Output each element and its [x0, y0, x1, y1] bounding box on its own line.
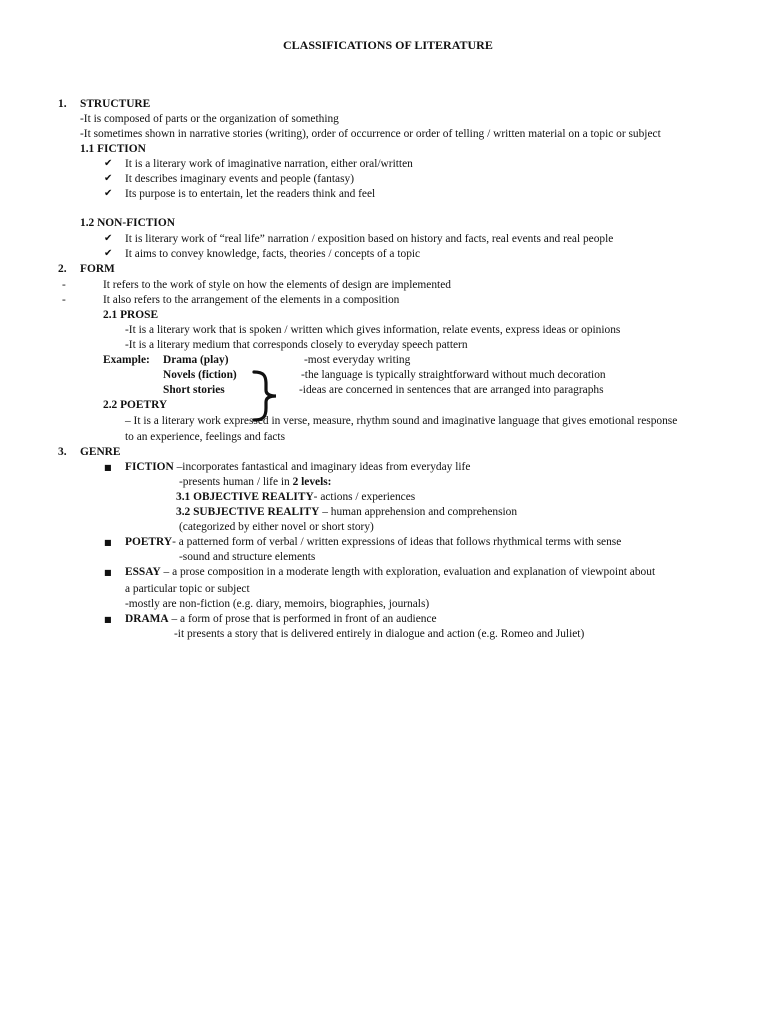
- genre-drama-description: – a form of prose that is performed in front of an audience: [168, 613, 437, 625]
- section-3-number: 3.: [58, 446, 67, 458]
- section-2-heading: FORM: [80, 263, 115, 275]
- dash-bullet: -: [62, 294, 66, 306]
- genre-drama-line: [125, 612, 437, 626]
- nonfiction-item: It aims to convey knowledge, facts, theories / concepts of a topic: [125, 248, 421, 260]
- genre-drama-line-2: -it presents a story that is delivered entirely in dialogue and action (e.g. Romeo and Juliet): [174, 628, 585, 640]
- example-short-stories-description: -ideas are concerned in sentences that are arranged into paragraphs: [299, 384, 604, 396]
- example-label: Example:: [103, 354, 150, 366]
- square-bullet-icon: ■: [104, 538, 112, 547]
- subjective-reality-label: 3.2 SUBJECTIVE REALITY: [176, 506, 320, 518]
- genre-essay-label: ESSAY: [125, 566, 161, 578]
- objective-reality-description: - actions / experiences: [313, 491, 416, 503]
- genre-essay-line: [125, 565, 655, 579]
- genre-fiction-label: FICTION: [125, 461, 174, 473]
- genre-essay-description: – a prose composition in a moderate length with exploration, evaluation and explanation of viewpoint about: [160, 566, 656, 578]
- checkmark-icon: ✔: [104, 188, 113, 199]
- genre-poetry-description: - a patterned form of verbal / written expressions of ideas that follows rhythmical terms with sense: [172, 536, 622, 548]
- square-bullet-icon: ■: [104, 463, 112, 472]
- genre-fiction-levels: [179, 475, 331, 489]
- example-novels-description: -the language is typically straightforward without much decoration: [301, 369, 606, 381]
- poetry-heading: 2.2 POETRY: [103, 399, 168, 411]
- prose-description-2: -It is a literary medium that corresponds closely to everyday speech pattern: [125, 339, 468, 351]
- section-1-number: 1.: [58, 98, 67, 110]
- genre-drama-label: DRAMA: [125, 613, 169, 625]
- section-2-number: 2.: [58, 263, 67, 275]
- objective-reality-label: 3.1 OBJECTIVE REALITY: [176, 491, 314, 503]
- document-title: CLASSIFICATIONS OF LITERATURE: [283, 38, 493, 52]
- genre-fiction-line: [125, 460, 470, 474]
- nonfiction-item: It is literary work of “real life” narration / exposition based on history and facts, real events and real people: [125, 233, 614, 245]
- genre-poetry-label: POETRY: [125, 536, 173, 548]
- fiction-categorized-note: (categorized by either novel or short story): [179, 521, 374, 533]
- fiction-item: Its purpose is to entertain, let the readers think and feel: [125, 188, 376, 200]
- nonfiction-heading: 1.2 NON-FICTION: [80, 217, 175, 229]
- fiction-heading: 1.1 FICTION: [80, 143, 146, 155]
- prose-description-1: -It is a literary work that is spoken / written which gives information, relate events, express ideas or opinions: [125, 324, 621, 336]
- genre-poetry-line: [125, 535, 621, 549]
- form-definition-2: It also refers to the arrangement of the elements in a composition: [103, 294, 400, 306]
- example-drama: Drama (play): [163, 354, 229, 366]
- example-novels: Novels (fiction): [163, 369, 237, 381]
- genre-essay-line-2: a particular topic or subject: [125, 583, 250, 595]
- genre-poetry-line-2: -sound and structure elements: [179, 551, 316, 563]
- structure-definition-1: -It is composed of parts or the organization of something: [80, 113, 339, 125]
- square-bullet-icon: ■: [104, 568, 112, 577]
- section-3-heading: GENRE: [80, 446, 121, 458]
- subjective-reality-line: [176, 505, 517, 519]
- genre-fiction-description: –incorporates fantastical and imaginary ideas from everyday life: [173, 461, 471, 473]
- levels-intro: -presents human / life in: [179, 476, 293, 488]
- example-drama-description: -most everyday writing: [304, 354, 411, 366]
- checkmark-icon: ✔: [104, 248, 113, 259]
- checkmark-icon: ✔: [104, 158, 113, 169]
- poetry-description-1: – It is a literary work expressed in verse, measure, rhythm sound and imaginative language that gives emotional response: [125, 415, 678, 427]
- checkmark-icon: ✔: [104, 173, 113, 184]
- dash-bullet: -: [62, 279, 66, 291]
- prose-heading: 2.1 PROSE: [103, 309, 159, 321]
- square-bullet-icon: ■: [104, 615, 112, 624]
- fiction-item: It describes imaginary events and people (fantasy): [125, 173, 354, 185]
- poetry-description-2: to an experience, feelings and facts: [125, 431, 286, 443]
- fiction-item: It is a literary work of imaginative narration, either oral/written: [125, 158, 413, 170]
- checkmark-icon: ✔: [104, 233, 113, 244]
- genre-essay-line-3: -mostly are non-fiction (e.g. diary, memoirs, biographies, journals): [125, 598, 430, 610]
- objective-reality-line: [176, 490, 415, 504]
- levels-count: 2 levels:: [292, 476, 332, 488]
- form-definition-1: It refers to the work of style on how the elements of design are implemented: [103, 279, 451, 291]
- section-1-heading: STRUCTURE: [80, 98, 151, 110]
- structure-definition-2: -It sometimes shown in narrative stories (writing), order of occurrence or order of telling / written material on a topic or subject: [80, 128, 661, 140]
- subjective-reality-description: – human apprehension and comprehension: [319, 506, 518, 518]
- example-short-stories: Short stories: [163, 384, 225, 396]
